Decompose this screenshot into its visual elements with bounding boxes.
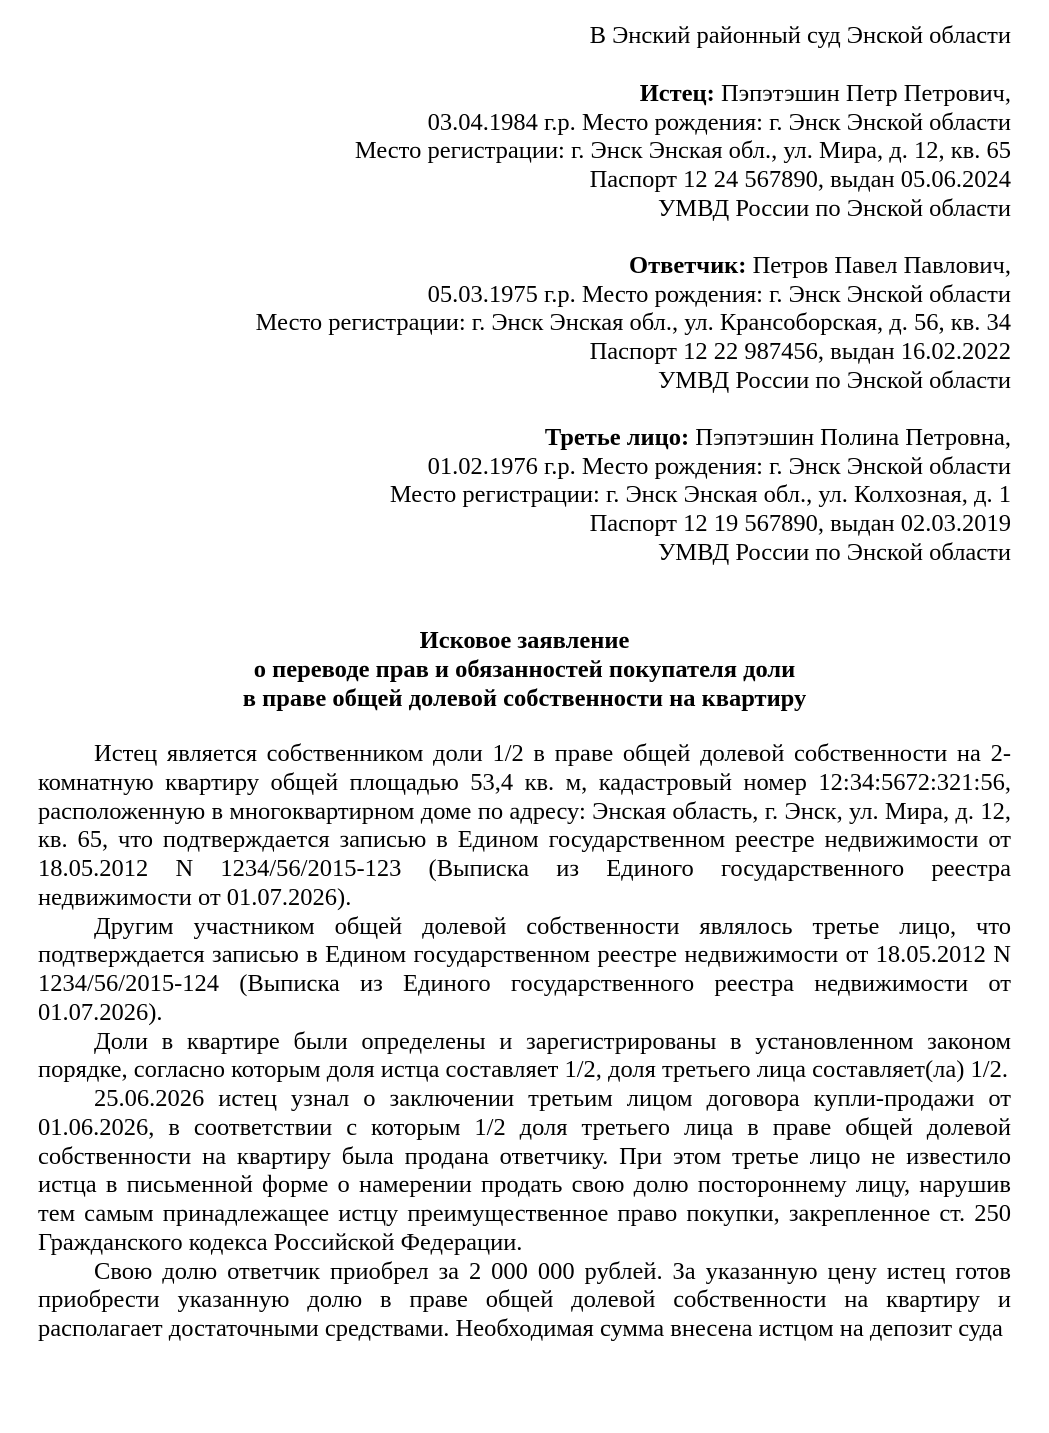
third-party-label: Третье лицо: <box>544 424 690 451</box>
defendant-name: Петров Павел Павлович, <box>746 252 1011 279</box>
title-line-3: в праве общей долевой собственности на квартиру <box>242 685 807 712</box>
third-party-block <box>390 424 1011 568</box>
plaintiff-label: Истец: <box>639 80 715 107</box>
paragraph-other-owner: Другим участником общей долевой собственности являлось третье лицо, что подтверждается записью в Едином государственном реестре недвижимости от 18.05.2012 N 1234/56/2015-124 (Выписка из Единого государственного реестра недвижимости от 01.07.2026). <box>38 912 1011 1026</box>
plaintiff-name: Пэпэтэшин Петр Петрович, <box>714 80 1011 107</box>
title-line-1: Исковое заявление <box>419 627 630 654</box>
plaintiff-passport: Паспорт 12 24 567890, выдан 05.06.2024 <box>589 166 1011 194</box>
plaintiff-registration: Место регистрации: г. Энск Энская обл., ул. Мира, д. 12, кв. 65 <box>354 137 1011 165</box>
defendant-birth: 05.03.1975 г.р. Место рождения: г. Энск Энской области <box>427 280 1011 308</box>
third-party-name: Пэпэтэшин Полина Петровна, <box>689 424 1011 451</box>
plaintiff-name-line <box>355 80 1011 109</box>
third-party-passport: Паспорт 12 19 567890, выдан 02.03.2019 <box>589 510 1011 538</box>
court-name: В Энский районный суд Энской области <box>589 22 1011 49</box>
paragraph-ownership: Истец является собственником доли 1/2 в праве общей долевой собственности на 2-комнатную квартиру общей площадью 53,4 кв. м, кадастровый номер 12:34:5672:321:56, расположенную в многоквартирном доме по адресу: Энская область, г. Энск, ул. Мира, д. 12, кв. 65, что подтверждается записью в Едином государственном реестре недвижимости от 18.05.2012 N 1234/56/2015-123 (Выписка из Единого государственного реестра недвижимости от 01.07.2026). <box>38 740 1011 911</box>
paragraph-sale: 25.06.2026 истец узнал о заключении третьим лицом договора купли-продажи от 01.06.2026, в соответствии с которым 1/2 доля третьего лица в праве общей долевой собственности на квартиру была продана ответчику. При этом третье лицо не известило истца в письменной форме о намерении продать свою долю постороннему лицу, нарушив тем самым принадлежащее истцу преимущественное право покупки, закрепленное ст. 250 Гражданского кодекса Российской Федерации. <box>38 1085 1011 1256</box>
third-party-birth: 01.02.1976 г.р. Место рождения: г. Энск Энской области <box>427 452 1011 480</box>
title-line-2: о переводе прав и обязанностей покупателя доли <box>253 656 796 683</box>
plaintiff-issuer: УМВД России по Энской области <box>657 194 1011 222</box>
plaintiff-block <box>355 80 1011 224</box>
third-party-issuer: УМВД России по Энской области <box>657 538 1011 566</box>
third-party-name-line <box>390 424 1011 453</box>
claim-body <box>38 740 1011 1344</box>
defendant-name-line <box>256 252 1011 281</box>
plaintiff-birth: 03.04.1984 г.р. Место рождения: г. Энск Энской области <box>427 108 1011 136</box>
defendant-registration: Место регистрации: г. Энск Энская обл., ул. Крансоборская, д. 56, кв. 34 <box>255 309 1011 337</box>
paragraph-price: Свою долю ответчик приобрел за 2 000 000 рублей. За указанную цену истец готов приобрести указанную долю в праве общей долевой собственности на квартиру и располагает достаточными средствами. Необходимая сумма внесена истцом на депозит суда <box>38 1257 1011 1342</box>
defendant-label: Ответчик: <box>629 252 747 279</box>
court-addressee <box>590 22 1011 51</box>
defendant-issuer: УМВД России по Энской области <box>657 366 1011 394</box>
document-title <box>0 626 1049 713</box>
third-party-registration: Место регистрации: г. Энск Энская обл., ул. Колхозная, д. 1 <box>389 481 1011 509</box>
defendant-passport: Паспорт 12 22 987456, выдан 16.02.2022 <box>589 338 1011 366</box>
paragraph-shares: Доли в квартире были определены и зарегистрированы в установленном законом порядке, согласно которым доля истца составляет 1/2, доля третьего лица составляет(ла) 1/2. <box>38 1027 1011 1084</box>
defendant-block <box>256 252 1011 396</box>
